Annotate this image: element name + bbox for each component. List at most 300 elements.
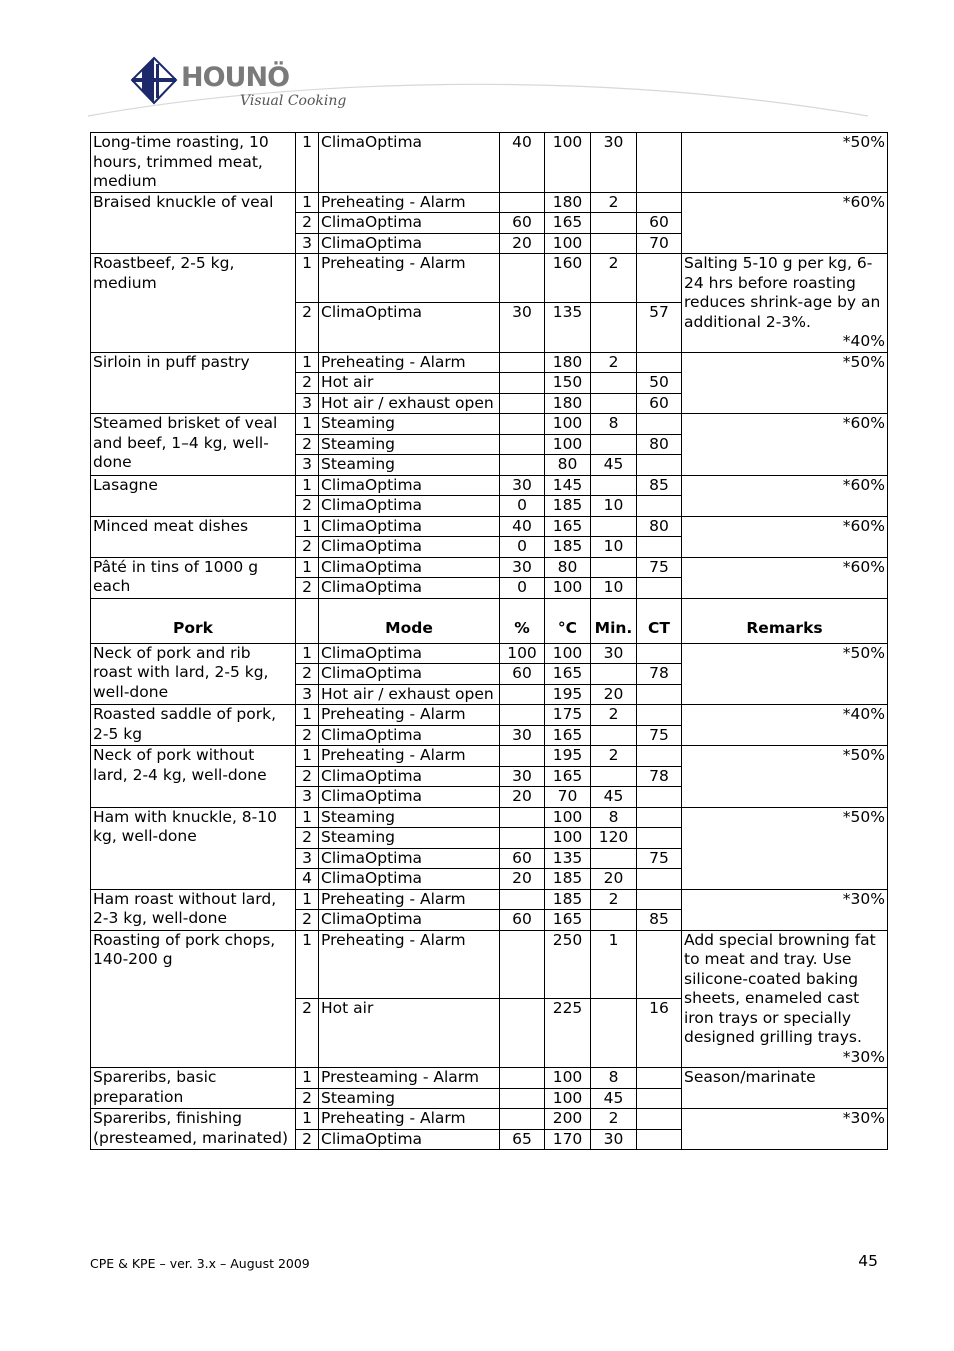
- step-number: 2: [296, 1088, 319, 1109]
- header-core-temp: CT: [637, 598, 682, 643]
- remarks-cell: [682, 254, 888, 353]
- core-temp-value: 16: [637, 999, 682, 1068]
- temperature-value: 200: [545, 1109, 591, 1130]
- step-number: 3: [296, 455, 319, 476]
- temperature-value: 195: [545, 684, 591, 705]
- beef-section: [91, 133, 888, 599]
- step-number: 2: [296, 434, 319, 455]
- minutes-value: 45: [591, 787, 637, 808]
- header-remarks: Remarks: [682, 598, 888, 643]
- cooking-mode: ClimaOptima: [319, 233, 500, 254]
- core-temp-value: [637, 496, 682, 517]
- step-number: 2: [296, 537, 319, 558]
- cooking-mode: ClimaOptima: [319, 578, 500, 599]
- core-temp-value: 75: [637, 725, 682, 746]
- remarks-cell: [682, 557, 888, 598]
- humidity-percent: [500, 889, 545, 910]
- remarks-cell: [682, 133, 888, 193]
- step-number: 1: [296, 746, 319, 767]
- minutes-value: 2: [591, 192, 637, 213]
- step-number: 2: [296, 828, 319, 849]
- temperature-value: 70: [545, 787, 591, 808]
- humidity-percent: 0: [500, 496, 545, 517]
- core-temp-value: [637, 930, 682, 999]
- core-temp-value: 75: [637, 848, 682, 869]
- temperature-value: 100: [545, 643, 591, 664]
- temperature-value: 100: [545, 414, 591, 435]
- core-temp-value: [637, 1129, 682, 1150]
- cooking-mode: Preheating - Alarm: [319, 254, 500, 303]
- humidity-percent: 20: [500, 787, 545, 808]
- core-temp-value: 78: [637, 766, 682, 787]
- remark-text: Add special browning fat to meat and tray. Use silicone-coated baking sheets, enameled cast iron trays or specially designed grilling trays.: [684, 930, 876, 1046]
- cooking-mode: ClimaOptima: [319, 725, 500, 746]
- humidity-percent: 30: [500, 766, 545, 787]
- temperature-value: 135: [545, 848, 591, 869]
- remarks-cell: [682, 475, 888, 516]
- remarks-cell: [682, 746, 888, 808]
- humidity-percent: [500, 1109, 545, 1130]
- minutes-value: 2: [591, 746, 637, 767]
- core-temp-value: 80: [637, 434, 682, 455]
- step-number: 1: [296, 1109, 319, 1130]
- minutes-value: [591, 848, 637, 869]
- core-temp-value: 50: [637, 373, 682, 394]
- temperature-value: 225: [545, 999, 591, 1068]
- table-row: [91, 705, 888, 726]
- core-temp-value: [637, 787, 682, 808]
- temperature-value: 185: [545, 889, 591, 910]
- cooking-mode: ClimaOptima: [319, 869, 500, 890]
- humidity-percent: 60: [500, 213, 545, 234]
- humidity-percent: [500, 393, 545, 414]
- remarks-cell: [682, 516, 888, 557]
- cooking-mode: Presteaming - Alarm: [319, 1068, 500, 1089]
- cooking-mode: ClimaOptima: [319, 766, 500, 787]
- step-number: 1: [296, 516, 319, 537]
- core-temp-value: 75: [637, 557, 682, 578]
- core-temp-value: [637, 643, 682, 664]
- cooking-mode: Steaming: [319, 434, 500, 455]
- step-number: 2: [296, 910, 319, 931]
- minutes-value: 2: [591, 705, 637, 726]
- temperature-value: 100: [545, 434, 591, 455]
- table-row: [91, 192, 888, 213]
- step-number: 3: [296, 787, 319, 808]
- recipe-name: Spareribs, finishing (presteamed, marinated): [91, 1109, 296, 1150]
- minutes-value: [591, 766, 637, 787]
- cooking-mode: Steaming: [319, 455, 500, 476]
- core-temp-value: [637, 746, 682, 767]
- core-temp-value: [637, 889, 682, 910]
- cooking-mode: Preheating - Alarm: [319, 889, 500, 910]
- cooking-mode: Steaming: [319, 828, 500, 849]
- remarks-cell: [682, 192, 888, 254]
- temperature-value: 100: [545, 1088, 591, 1109]
- minutes-value: 2: [591, 352, 637, 373]
- humidity-percent: [500, 414, 545, 435]
- remark-percentage: *40%: [842, 705, 885, 723]
- humidity-percent: 0: [500, 578, 545, 599]
- remarks-cell: [682, 1109, 888, 1150]
- humidity-percent: 30: [500, 303, 545, 352]
- recipe-table: [90, 132, 888, 1150]
- core-temp-value: [637, 807, 682, 828]
- remark-percentage: *60%: [842, 516, 885, 535]
- remarks-cell: [682, 889, 888, 930]
- table-row: [91, 1068, 888, 1089]
- step-number: 1: [296, 557, 319, 578]
- cooking-mode: ClimaOptima: [319, 1129, 500, 1150]
- recipe-name: Steamed brisket of veal and beef, 1–4 kg, well-done: [91, 414, 296, 476]
- cooking-mode: ClimaOptima: [319, 848, 500, 869]
- temperature-value: 185: [545, 537, 591, 558]
- humidity-percent: 100: [500, 643, 545, 664]
- step-number: 1: [296, 192, 319, 213]
- pork-section: [91, 643, 888, 1150]
- core-temp-value: 70: [637, 233, 682, 254]
- temperature-value: 165: [545, 725, 591, 746]
- step-number: 3: [296, 233, 319, 254]
- minutes-value: 10: [591, 496, 637, 517]
- minutes-value: 2: [591, 254, 637, 303]
- temperature-value: 180: [545, 192, 591, 213]
- table-row: [91, 414, 888, 435]
- core-temp-value: [637, 684, 682, 705]
- recipe-name: Ham with knuckle, 8-10 kg, well-done: [91, 807, 296, 889]
- cooking-mode: Hot air / exhaust open: [319, 684, 500, 705]
- cooking-mode: Hot air: [319, 373, 500, 394]
- remark-percentage: *60%: [842, 557, 885, 576]
- minutes-value: 2: [591, 1109, 637, 1130]
- minutes-value: 10: [591, 578, 637, 599]
- temperature-value: 185: [545, 869, 591, 890]
- recipe-name: Spareribs, basic preparation: [91, 1068, 296, 1109]
- remarks-cell: [682, 807, 888, 889]
- step-number: 1: [296, 889, 319, 910]
- minutes-value: 20: [591, 869, 637, 890]
- core-temp-value: [637, 1068, 682, 1089]
- core-temp-value: [637, 455, 682, 476]
- step-number: 1: [296, 1068, 319, 1089]
- core-temp-value: [637, 352, 682, 373]
- minutes-value: [591, 664, 637, 685]
- step-number: 3: [296, 684, 319, 705]
- remarks-cell: [682, 705, 888, 746]
- cooking-mode: Preheating - Alarm: [319, 1109, 500, 1130]
- table-row: [91, 807, 888, 828]
- header-minutes: Min.: [591, 598, 637, 643]
- temperature-value: 175: [545, 705, 591, 726]
- step-number: 2: [296, 496, 319, 517]
- minutes-value: 10: [591, 537, 637, 558]
- cooking-mode: ClimaOptima: [319, 475, 500, 496]
- temperature-value: 100: [545, 133, 591, 193]
- cooking-mode: Preheating - Alarm: [319, 746, 500, 767]
- remark-percentage: *60%: [842, 192, 885, 211]
- step-number: 1: [296, 643, 319, 664]
- humidity-percent: 30: [500, 557, 545, 578]
- humidity-percent: 20: [500, 869, 545, 890]
- brand-name: HOUNÖ: [181, 62, 290, 93]
- recipe-name: Roasting of pork chops, 140-200 g: [91, 930, 296, 1068]
- remark-percentage: *30%: [842, 1047, 885, 1066]
- step-number: 1: [296, 807, 319, 828]
- minutes-value: [591, 373, 637, 394]
- cooking-mode: ClimaOptima: [319, 133, 500, 193]
- recipe-name: Neck of pork without lard, 2-4 kg, well-done: [91, 746, 296, 808]
- cooking-mode: ClimaOptima: [319, 643, 500, 664]
- core-temp-value: 80: [637, 516, 682, 537]
- minutes-value: 1: [591, 930, 637, 999]
- temperature-value: 180: [545, 393, 591, 414]
- humidity-percent: [500, 192, 545, 213]
- minutes-value: [591, 213, 637, 234]
- temperature-value: 135: [545, 303, 591, 352]
- brand-tagline: Visual Cooking: [240, 93, 347, 109]
- core-temp-value: 85: [637, 910, 682, 931]
- minutes-value: 30: [591, 133, 637, 193]
- recipe-name: Roastbeef, 2-5 kg, medium: [91, 254, 296, 353]
- minutes-value: [591, 516, 637, 537]
- minutes-value: 8: [591, 1068, 637, 1089]
- step-number: 3: [296, 848, 319, 869]
- humidity-percent: [500, 254, 545, 303]
- remarks-cell: [682, 1068, 888, 1109]
- header-mode: Mode: [319, 598, 500, 643]
- core-temp-value: 78: [637, 664, 682, 685]
- table-row: [91, 643, 888, 664]
- step-number: 1: [296, 352, 319, 373]
- minutes-value: [591, 910, 637, 931]
- table-row: [91, 889, 888, 910]
- temperature-value: 100: [545, 807, 591, 828]
- core-temp-value: [637, 828, 682, 849]
- remark-percentage: *50%: [842, 133, 885, 151]
- humidity-percent: 0: [500, 537, 545, 558]
- minutes-value: [591, 233, 637, 254]
- cooking-mode: Hot air: [319, 999, 500, 1068]
- humidity-percent: 40: [500, 516, 545, 537]
- recipe-name: Roasted saddle of pork, 2-5 kg: [91, 705, 296, 746]
- cooking-mode: ClimaOptima: [319, 910, 500, 931]
- cooking-mode: Preheating - Alarm: [319, 352, 500, 373]
- temperature-value: 150: [545, 373, 591, 394]
- cooking-mode: Preheating - Alarm: [319, 705, 500, 726]
- temperature-value: 165: [545, 664, 591, 685]
- minutes-value: 20: [591, 684, 637, 705]
- step-number: 2: [296, 213, 319, 234]
- humidity-percent: 65: [500, 1129, 545, 1150]
- step-number: 1: [296, 475, 319, 496]
- table-row: [91, 516, 888, 537]
- table-row: [91, 557, 888, 578]
- table-row: [91, 930, 888, 999]
- core-temp-value: 60: [637, 213, 682, 234]
- cooking-mode: Hot air / exhaust open: [319, 393, 500, 414]
- cooking-mode: ClimaOptima: [319, 557, 500, 578]
- temperature-value: 165: [545, 516, 591, 537]
- core-temp-value: 57: [637, 303, 682, 352]
- recipe-name: Long-time roasting, 10 hours, trimmed meat, medium: [91, 133, 296, 193]
- temperature-value: 80: [545, 557, 591, 578]
- core-temp-value: [637, 578, 682, 599]
- step-number: 2: [296, 303, 319, 352]
- humidity-percent: [500, 807, 545, 828]
- remark-percentage: *60%: [842, 475, 885, 494]
- temperature-value: 165: [545, 766, 591, 787]
- minutes-value: 30: [591, 643, 637, 664]
- temperature-value: 145: [545, 475, 591, 496]
- step-number: 2: [296, 373, 319, 394]
- page-number: 45: [858, 1252, 878, 1270]
- table-header-row: [91, 598, 888, 643]
- core-temp-value: [637, 133, 682, 193]
- pork-header-section: [91, 598, 888, 643]
- humidity-percent: [500, 746, 545, 767]
- step-number: 2: [296, 725, 319, 746]
- remark-percentage: *50%: [842, 807, 885, 826]
- footer-document-info: CPE & KPE – ver. 3.x – August 2009: [90, 1256, 310, 1271]
- core-temp-value: [637, 869, 682, 890]
- minutes-value: [591, 999, 637, 1068]
- cooking-mode: ClimaOptima: [319, 303, 500, 352]
- recipe-name: Sirloin in puff pastry: [91, 352, 296, 414]
- table-row: [91, 475, 888, 496]
- step-number: 4: [296, 869, 319, 890]
- core-temp-value: 60: [637, 393, 682, 414]
- header-step: [296, 598, 319, 643]
- step-number: 1: [296, 133, 319, 193]
- temperature-value: 100: [545, 1068, 591, 1089]
- step-number: 1: [296, 254, 319, 303]
- header-temperature: °C: [545, 598, 591, 643]
- cooking-mode: ClimaOptima: [319, 496, 500, 517]
- cooking-mode: Steaming: [319, 414, 500, 435]
- minutes-value: [591, 303, 637, 352]
- humidity-percent: 60: [500, 848, 545, 869]
- step-number: 2: [296, 1129, 319, 1150]
- core-temp-value: [637, 537, 682, 558]
- minutes-value: 8: [591, 414, 637, 435]
- table-row: [91, 1109, 888, 1130]
- temperature-value: 165: [545, 910, 591, 931]
- remark-text: Season/marinate: [684, 1068, 816, 1086]
- temperature-value: 100: [545, 828, 591, 849]
- remark-percentage: *60%: [842, 414, 885, 432]
- remarks-cell: [682, 414, 888, 476]
- minutes-value: [591, 434, 637, 455]
- temperature-value: 160: [545, 254, 591, 303]
- minutes-value: 8: [591, 807, 637, 828]
- step-number: 1: [296, 930, 319, 999]
- remarks-cell: [682, 930, 888, 1068]
- cooking-mode: ClimaOptima: [319, 516, 500, 537]
- minutes-value: 2: [591, 889, 637, 910]
- core-temp-value: [637, 1088, 682, 1109]
- minutes-value: [591, 475, 637, 496]
- step-number: 2: [296, 664, 319, 685]
- humidity-percent: 60: [500, 664, 545, 685]
- header-pork: Pork: [91, 598, 296, 643]
- humidity-percent: [500, 999, 545, 1068]
- step-number: 1: [296, 705, 319, 726]
- cooking-mode: Preheating - Alarm: [319, 192, 500, 213]
- minutes-value: 30: [591, 1129, 637, 1150]
- recipe-name: Ham roast without lard, 2-3 kg, well-done: [91, 889, 296, 930]
- remark-percentage: *30%: [842, 1109, 885, 1127]
- temperature-value: 195: [545, 746, 591, 767]
- core-temp-value: [637, 254, 682, 303]
- recipe-name: Braised knuckle of veal: [91, 192, 296, 254]
- humidity-percent: [500, 434, 545, 455]
- minutes-value: [591, 725, 637, 746]
- remark-text: Salting 5-10 g per kg, 6-24 hrs before roasting reduces shrink-age by an additional 2-3%.: [684, 254, 881, 331]
- minutes-value: 45: [591, 1088, 637, 1109]
- minutes-value: 45: [591, 455, 637, 476]
- step-number: 2: [296, 578, 319, 599]
- humidity-percent: 30: [500, 725, 545, 746]
- remarks-cell: [682, 643, 888, 705]
- temperature-value: 165: [545, 213, 591, 234]
- core-temp-value: [637, 414, 682, 435]
- temperature-value: 180: [545, 352, 591, 373]
- cooking-mode: Preheating - Alarm: [319, 930, 500, 999]
- recipe-name: Neck of pork and rib roast with lard, 2-5 kg, well-done: [91, 643, 296, 705]
- temperature-value: 80: [545, 455, 591, 476]
- temperature-value: 100: [545, 578, 591, 599]
- minutes-value: 120: [591, 828, 637, 849]
- step-number: 2: [296, 766, 319, 787]
- cooking-mode: ClimaOptima: [319, 664, 500, 685]
- remark-percentage: *50%: [842, 643, 885, 662]
- humidity-percent: 20: [500, 233, 545, 254]
- humidity-percent: 60: [500, 910, 545, 931]
- core-temp-value: [637, 1109, 682, 1130]
- page-header: [0, 0, 954, 125]
- humidity-percent: [500, 828, 545, 849]
- remarks-cell: [682, 352, 888, 414]
- temperature-value: 100: [545, 233, 591, 254]
- minutes-value: [591, 557, 637, 578]
- temperature-value: 185: [545, 496, 591, 517]
- humidity-percent: [500, 705, 545, 726]
- step-number: 3: [296, 393, 319, 414]
- humidity-percent: [500, 352, 545, 373]
- recipe-name: Pâté in tins of 1000 g each: [91, 557, 296, 598]
- remark-percentage: *30%: [842, 889, 885, 908]
- temperature-value: 170: [545, 1129, 591, 1150]
- humidity-percent: [500, 373, 545, 394]
- remark-percentage: *50%: [842, 352, 885, 371]
- humidity-percent: [500, 930, 545, 999]
- cooking-mode: ClimaOptima: [319, 213, 500, 234]
- table-row: [91, 352, 888, 373]
- recipe-name: Minced meat dishes: [91, 516, 296, 557]
- core-temp-value: 85: [637, 475, 682, 496]
- humidity-percent: [500, 684, 545, 705]
- cooking-mode: Steaming: [319, 807, 500, 828]
- core-temp-value: [637, 192, 682, 213]
- recipe-name: Lasagne: [91, 475, 296, 516]
- temperature-value: 250: [545, 930, 591, 999]
- step-number: 1: [296, 414, 319, 435]
- humidity-percent: [500, 1068, 545, 1089]
- humidity-percent: [500, 455, 545, 476]
- table-row: [91, 133, 888, 193]
- humidity-percent: 30: [500, 475, 545, 496]
- houno-logo-icon: [128, 56, 180, 106]
